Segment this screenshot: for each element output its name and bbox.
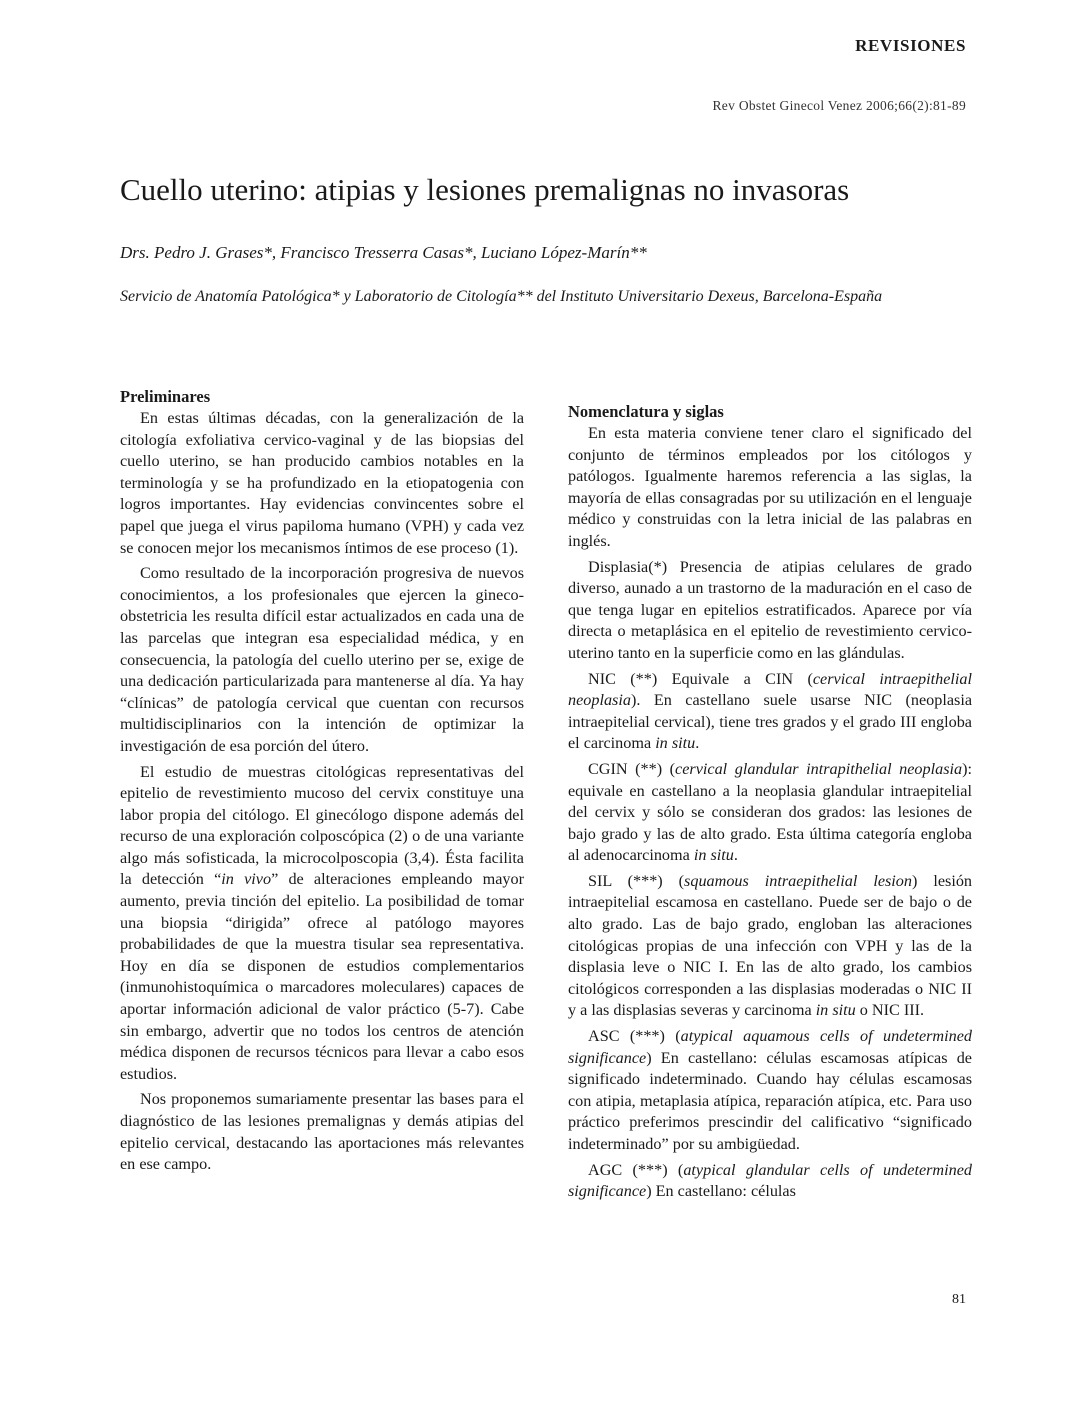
author-affiliation: Servicio de Anatomía Patológica* y Laboratorio de Citología** del Instituto Universitario Dexeus, Barcelona-España [120, 288, 883, 305]
section-heading-preliminares: Preliminares [120, 387, 211, 406]
text-run: o NIC III. [855, 1001, 925, 1020]
paragraph: Displasia(*) Presencia de atipias celulares de grado diverso, aunado a un trastorno de la maduración en el caso de que tenga lugar en epitelios estratificados. Aparece por vía directa o metaplásica en el epitelio de revestimiento cervico-uterino tanto en la superficie como en las glándulas. [568, 557, 972, 662]
section-label: REVISIONES [855, 36, 966, 55]
paragraph [568, 1026, 972, 1156]
italic-term: squamous intraepithelial lesion [684, 871, 912, 890]
text-run: ) En castellano: células escamosas atípicas de significado indeterminado. Cuando hay células escamosas con atipia, metaplasia atípica, reparación atípica, etc. Para uso práctico preferimos prescindir del calificativo “significado indeterminado” por su ambigüedad. [568, 1048, 972, 1153]
italic-term: atypical aquamous cells of undetermined significance [568, 1027, 972, 1067]
left-column [120, 386, 524, 1180]
paragraph [568, 871, 972, 1022]
text-run: CGIN (**) ( [588, 759, 676, 778]
right-column [568, 401, 972, 1207]
text-run: . [733, 846, 738, 865]
text-run: ): equivale en castellano a la neoplasia glandular intraepitelial del cervix y sólo se consideran dos grados: las lesiones de bajo grado y las de alto grado. Esta última categoría engloba al adenocarcinoma [568, 759, 972, 865]
paragraph: Como resultado de la incorporación progresiva de nuevos conocimientos, a los profesionales que ejercen la gineco-obstetricia les resulta difícil estar actualizados en cada una de las parcelas que integran esa especialidad médica, y en consecuencia, la patología del cuello uterino per se, exige de una dedicación particularizada para mantenerse al día. Ya hay “clínicas” de patología cervical que cuentan con recursos multidisciplinarios con la intención de optimizar la investigación de esa porción del útero. [120, 564, 524, 755]
text-run: ASC (***) ( [588, 1027, 681, 1046]
italic-term: cervical glandular intrapithelial neoplasia [675, 759, 963, 778]
section-heading-nomenclatura: Nomenclatura y siglas [568, 402, 724, 421]
text-run: ). En castellano suele usarse NIC (neoplasia intraepitelial cervical), tiene tres grados y el grado III engloba el carcinoma [568, 691, 972, 753]
paragraph: En esta materia conviene tener claro el significado del conjunto de términos empleados por los citólogos y patólogos. Igualmente haremos referencia a las siglas, la mayoría de ellas consagradas por su utilización en el lenguaje médico y construidas con la letra inicial de las palabras en inglés. [568, 424, 972, 550]
paragraph [568, 1160, 972, 1203]
paragraph: En estas últimas décadas, con la generalización de la citología exfoliativa cervico-vaginal y de las biopsias del cuello uterino, se han producido cambios notables en la terminología y se ha profundizado en la etiopatogenia con logros importantes. Hay evidencias convincentes sobre el papel que juega el virus papiloma humano (VPH) y cada vez se conocen mejor los mecanismos íntimos de ese proceso (1). [120, 409, 524, 557]
text-run: ) En castellano: células [646, 1182, 796, 1201]
text-run: . [695, 734, 700, 753]
italic-term: cervical intraepithelial neoplasia [568, 669, 972, 710]
text-run: AGC (***) ( [588, 1160, 684, 1179]
text-run: El estudio de muestras citológicas representativas del epitelio de revestimiento mucoso del cervix constituye una labor propia del citólogo. El ginecólogo dispone además del recurso de una exploración colposcópica (2) o de una variante algo más sofisticada, la microcolposcopia (3,4). Ésta facilita la detección “ [120, 762, 524, 889]
paragraph: Nos proponemos sumariamente presentar las bases para el diagnóstico de las lesiones premalignas y demás atipias del epitelio cervical, destacando las aportaciones más relevantes en ese campo. [120, 1090, 524, 1174]
italic-term: in situ [693, 846, 734, 865]
italic-term: in situ [815, 1001, 856, 1020]
text-run: NIC (**) Equivale a CIN ( [588, 669, 813, 688]
italic-term: in vivo [221, 870, 272, 889]
text-run: ) lesión intraepitelial escamosa en castellano. Puede ser de bajo o de alto grado. Las de bajo grado, engloban las alteraciones citológicas propias de una infección con VPH y las de la displasia leve o NIC I. En las de alto grado, los cambios citológicos corresponden a las displasias moderadas o NIC II y a las displasias severas y carcinoma [568, 871, 973, 1020]
text-run: SIL (***) ( [588, 871, 685, 890]
paragraph [568, 669, 972, 755]
page-number: 81 [952, 1292, 966, 1307]
article-title: Cuello uterino: atipias y lesiones premalignas no invasoras [120, 172, 850, 207]
paragraph [568, 759, 972, 867]
italic-term: atypical glandular cells of undetermined significance [568, 1160, 972, 1201]
article-authors: Drs. Pedro J. Grases*, Francisco Tresserra Casas*, Luciano López-Marín** [120, 243, 647, 262]
text-run: ” de alteraciones empleando mayor aumento, previa tinción del epitelio. La posibilidad de tomar una biopsia “dirigida” ofrece al patólogo mayores probabilidades de que la muestra tisular sea representativa. Hoy en día se disponen de estudios complementarios (inmunohistoquímica o marcadores moleculares) capaces de aportar información adicional de valor práctico (5-7). Cabe sin embargo, advertir que no todos los centros de atención médica disponen de recursos técnicos para llevar a cabo esos estudios. [120, 870, 524, 1083]
italic-term: in situ [655, 734, 696, 753]
journal-citation: Rev Obstet Ginecol Venez 2006;66(2):81-89 [712, 98, 966, 113]
paragraph [120, 762, 524, 1086]
